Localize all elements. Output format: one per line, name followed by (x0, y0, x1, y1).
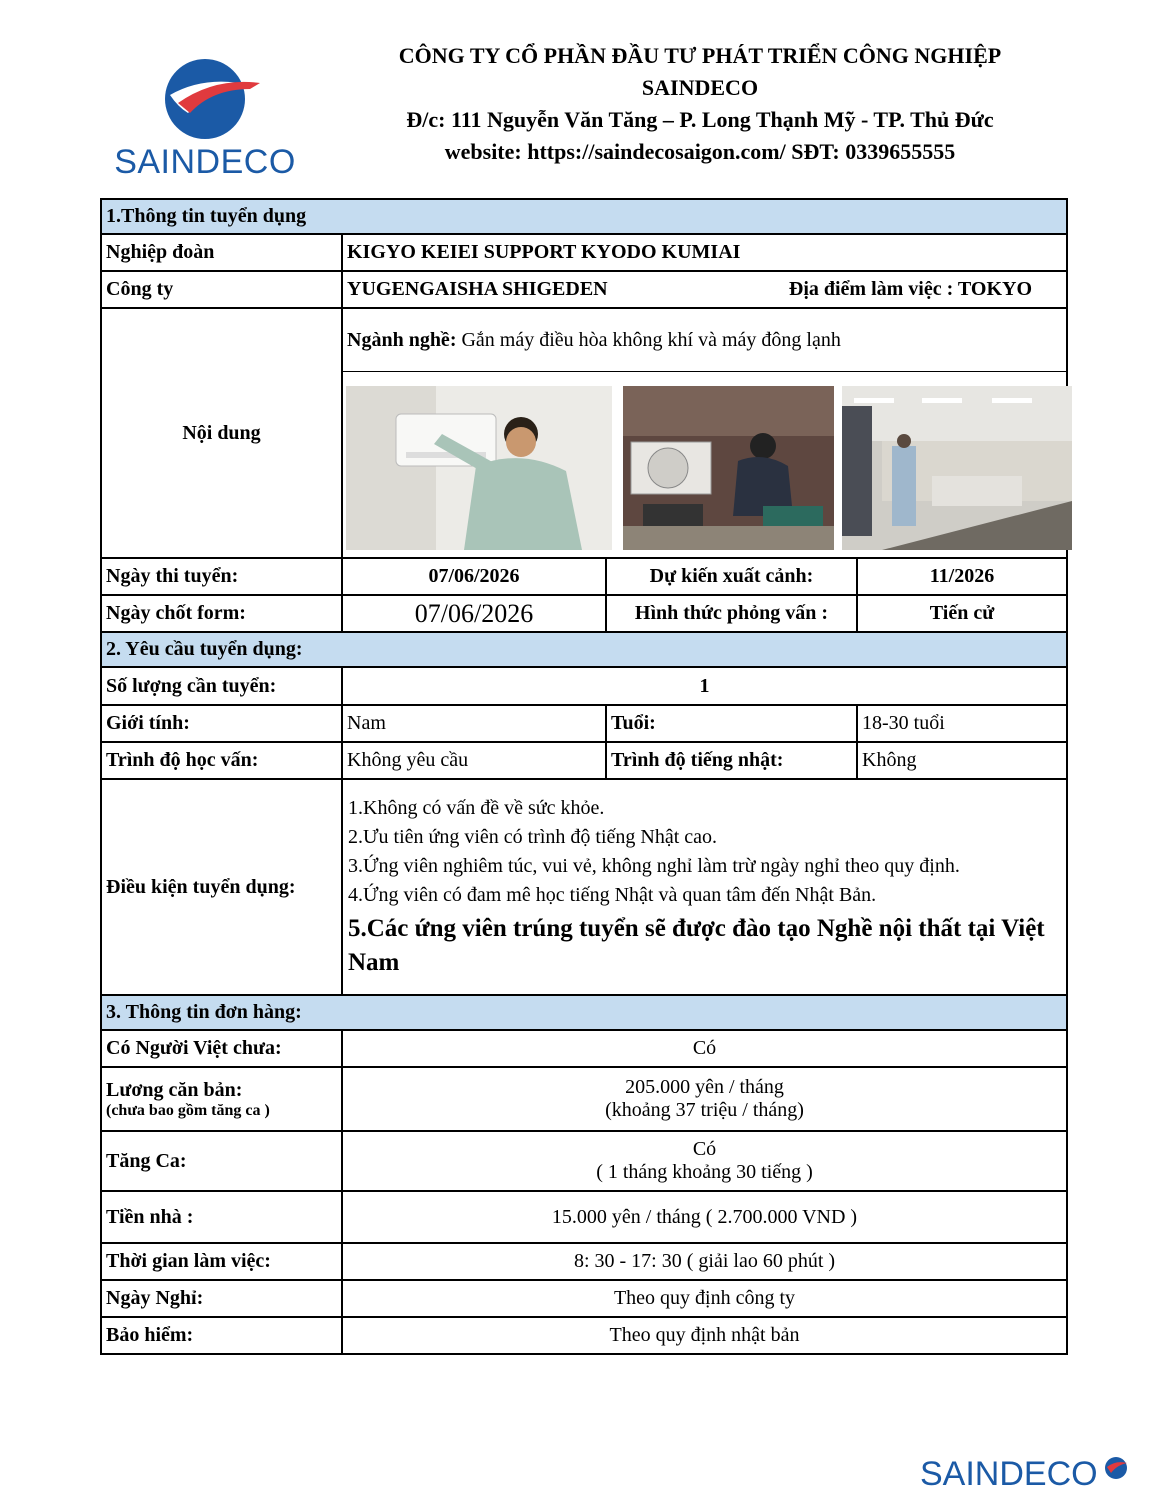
housing-value: 15.000 yên / tháng ( 2.700.000 VND ) (342, 1191, 1067, 1243)
content-label: Nội dung (101, 308, 342, 558)
union-label: Nghiệp đoàn (101, 234, 342, 271)
section3-title: 3. Thông tin đơn hàng: (101, 995, 1067, 1030)
departure-value: 11/2026 (857, 558, 1067, 595)
conditions-list (342, 779, 1067, 995)
vietnamese-value: Có (342, 1030, 1067, 1067)
trade-line (343, 309, 1066, 372)
form-deadline-label: Ngày chốt form: (101, 595, 342, 632)
education-value: Không yêu cầu (342, 742, 606, 779)
holidays-label: Ngày Nghỉ: (101, 1280, 342, 1317)
quantity-label: Số lượng cần tuyển: (101, 667, 342, 705)
photo-office-ceiling (842, 386, 1072, 550)
job-photos (343, 372, 1066, 550)
section1-title: 1.Thông tin tuyển dụng (101, 199, 1067, 234)
departure-label: Dự kiến xuất cảnh: (606, 558, 857, 595)
company-address: Đ/c: 111 Nguyễn Văn Tăng – P. Long Thạnh Mỹ - TP. Thủ Đức (406, 107, 994, 132)
company-contact: website: https://saindecosaigon.com/ SĐT: 0339655555 (444, 139, 956, 164)
footer-wordmark: SAINDECO (920, 1455, 1098, 1493)
photo-ac-install (346, 386, 612, 550)
form-deadline-value: 07/06/2026 (342, 595, 606, 632)
gender-value: Nam (342, 705, 606, 742)
overtime-cell (342, 1131, 1067, 1191)
condition-item: 2.Ưu tiên ứng viên có trình độ tiếng Nhật cao. (348, 826, 718, 848)
company-name-line2: SAINDECO (641, 75, 759, 100)
age-label: Tuổi: (606, 705, 857, 742)
hours-label: Thời gian làm việc: (101, 1243, 342, 1280)
logo-globe-icon (100, 55, 310, 145)
company-logo (100, 55, 310, 180)
interview-value: Tiến cử (857, 595, 1067, 632)
footer-globe-icon (1103, 1455, 1129, 1481)
company-cell (342, 271, 1067, 308)
vietnamese-label: Có Người Việt chưa: (101, 1030, 342, 1067)
interview-label: Hình thức phỏng vấn : (606, 595, 857, 632)
salary-value: 205.000 yên / tháng (625, 1076, 784, 1098)
insurance-label: Bảo hiểm: (101, 1317, 342, 1354)
condition-item: 4.Ứng viên có đam mê học tiếng Nhật và quan tâm đến Nhật Bản. (348, 884, 877, 906)
content-cell (342, 308, 1067, 558)
union-value: KIGYO KEIEI SUPPORT KYODO KUMIAI (342, 234, 1067, 271)
gender-label: Giới tính: (101, 705, 342, 742)
salary-cell (342, 1067, 1067, 1131)
salary-note: (chưa bao gồm tăng ca ) (106, 1101, 270, 1119)
recruitment-table (100, 198, 1068, 1355)
japanese-value: Không (857, 742, 1067, 779)
age-value: 18-30 tuổi (857, 705, 1067, 742)
salary-vnd: (khoảng 37 triệu / tháng) (605, 1099, 804, 1121)
trade-value: Gắn máy điều hòa không khí và máy đông lạnh (461, 329, 841, 351)
exam-date-value: 07/06/2026 (342, 558, 606, 595)
hours-value: 8: 30 - 17: 30 ( giải lao 60 phút ) (342, 1243, 1067, 1280)
footer-logo (920, 1455, 1129, 1494)
housing-label: Tiền nhà : (101, 1191, 342, 1243)
work-location: Địa điểm làm việc : TOKYO (788, 278, 1033, 300)
company-header (330, 40, 1070, 168)
logo-wordmark: SAINDECO (114, 143, 296, 181)
company-value: YUGENGAISHA SHIGEDEN (347, 278, 608, 300)
overtime-detail: ( 1 tháng khoảng 30 tiếng ) (596, 1161, 813, 1183)
company-label: Công ty (101, 271, 342, 308)
conditions-label: Điều kiện tuyển dụng: (101, 779, 342, 995)
education-label: Trình độ học vấn: (101, 742, 342, 779)
condition-item: 3.Ứng viên nghiêm túc, vui vẻ, không nghỉ làm trừ ngày nghỉ theo quy định. (348, 855, 960, 877)
salary-label-cell (101, 1067, 342, 1131)
holidays-value: Theo quy định công ty (342, 1280, 1067, 1317)
section2-title: 2. Yêu cầu tuyển dụng: (101, 632, 1067, 667)
condition-item: 1.Không có vấn đề về sức khỏe. (348, 797, 605, 819)
insurance-value: Theo quy định nhật bản (342, 1317, 1067, 1354)
overtime-label: Tăng Ca: (101, 1131, 342, 1191)
condition-highlight: 5.Các ứng viên trúng tuyển sẽ được đào tạo Nghề nội thất tại Việt Nam (348, 915, 1045, 976)
company-name-line1: CÔNG TY CỔ PHẦN ĐẦU TƯ PHÁT TRIỂN CÔNG NGHIỆP (398, 43, 1002, 68)
photo-outdoor-unit (623, 386, 834, 550)
salary-label: Lương căn bản: (106, 1078, 243, 1101)
exam-date-label: Ngày thi tuyển: (101, 558, 342, 595)
trade-label: Ngành nghề: (347, 329, 457, 351)
japanese-label: Trình độ tiếng nhật: (606, 742, 857, 779)
overtime-value: Có (692, 1138, 717, 1160)
quantity-value: 1 (342, 667, 1067, 705)
